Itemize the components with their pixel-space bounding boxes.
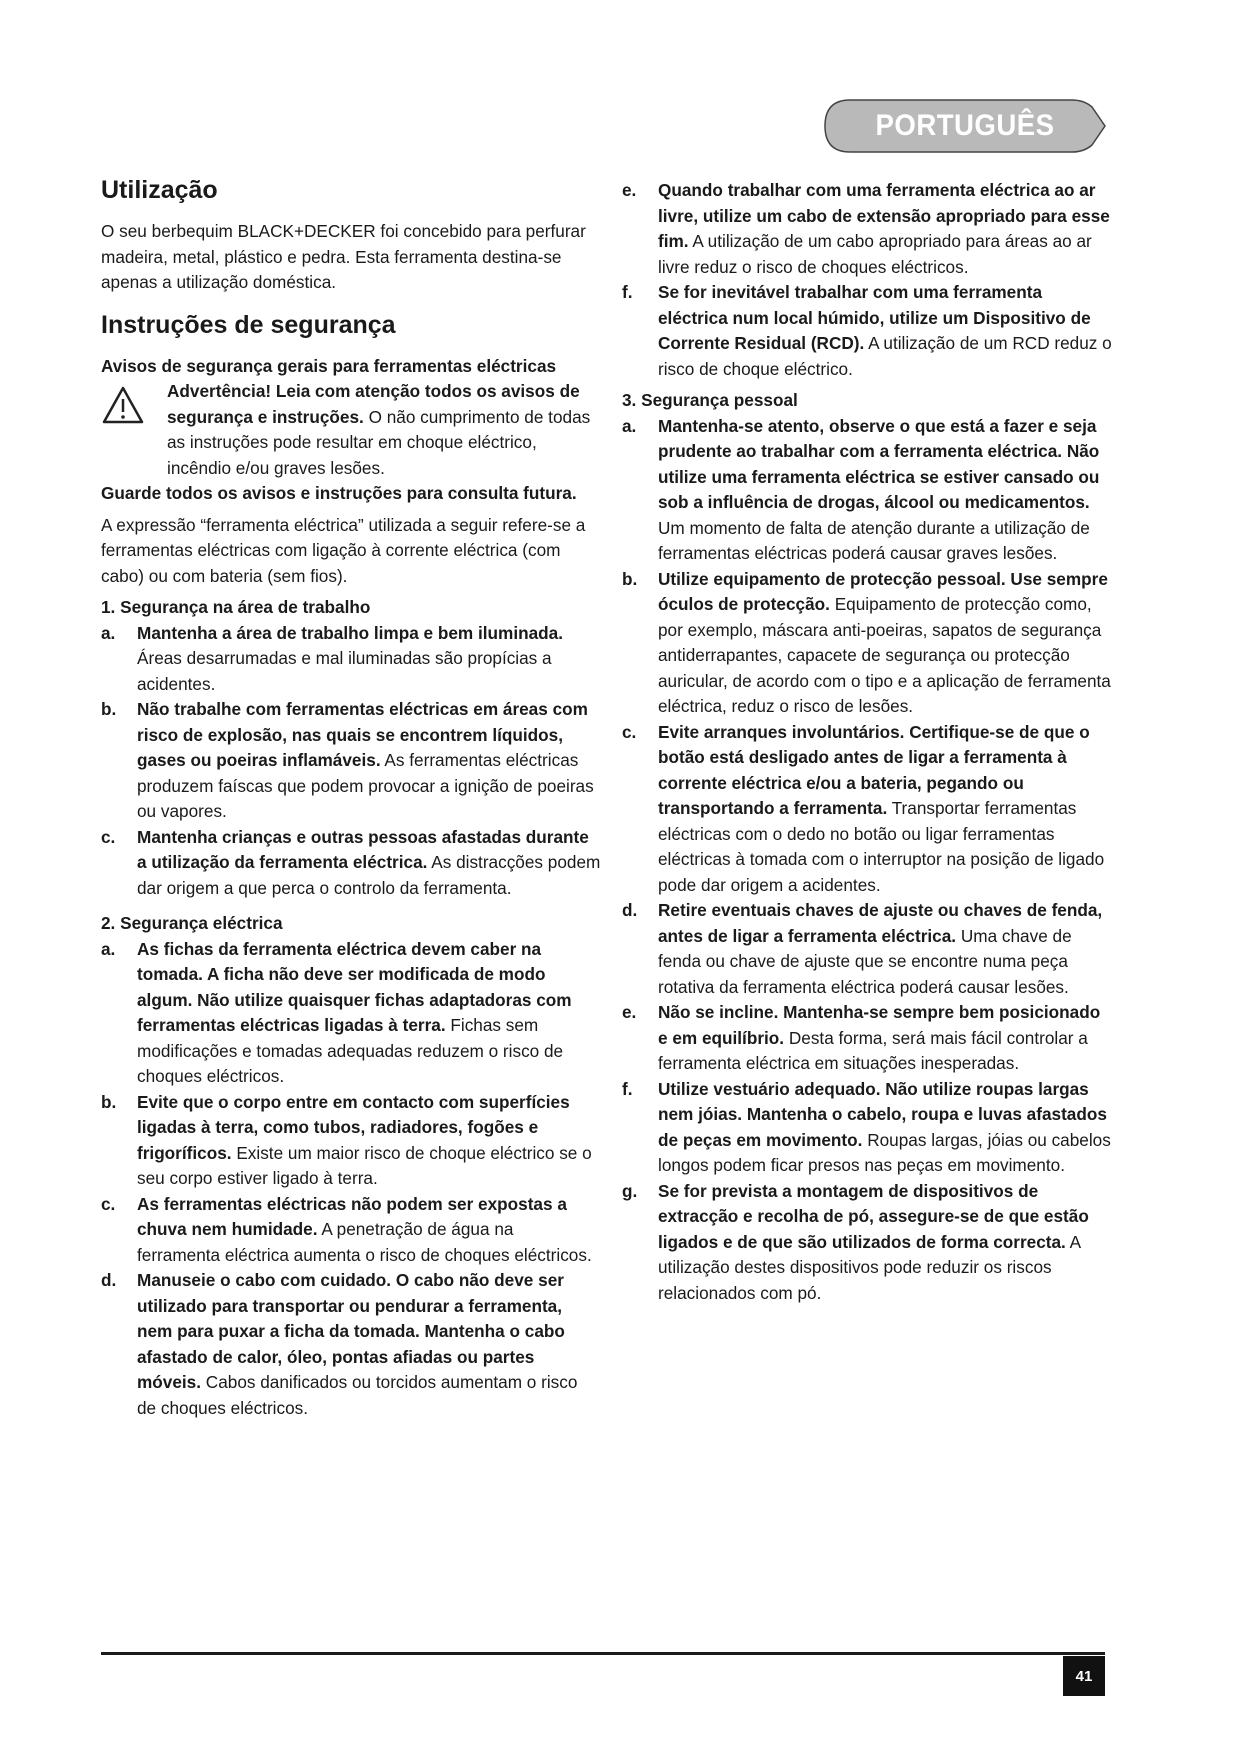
list-item: a. Mantenha a área de trabalho limpa e bem iluminada. Áreas desarrumadas e mal iluminadas são propícias a acidentes.: [101, 622, 563, 694]
list-item: g. Se for prevista a montagem de dispositivos de extracção e recolha de pó, assegure-se de que estão ligados e de que são utilizados de forma correcta. A utilização destes dispositivos pode reduzir os riscos relacionados com pó.: [622, 1180, 1089, 1303]
list-item: f. Se for inevitável trabalhar com uma ferramenta eléctrica num local húmido, utilize um Dispositivo de Corrente Residual (RCD). A utilização de um RCD reduz o risco de choque eléctrico.: [622, 282, 1112, 379]
keep-instructions-heading: Guarde todos os avisos e instruções para consulta futura.: [101, 483, 577, 503]
safety-title: Instruções de segurança: [101, 310, 396, 339]
work-area-heading: 1. Segurança na área de trabalho: [101, 597, 371, 617]
page-number: 41: [1063, 1656, 1105, 1696]
general-warnings-heading: Avisos de segurança gerais para ferramentas eléctricas: [101, 355, 557, 376]
list-item: d. Retire eventuais chaves de ajuste ou chaves de fenda, antes de ligar a ferramenta eléctrica. Uma chave de fenda ou chave de ajuste que se encontre numa peça rotativa da ferramenta eléctrica poderá causar lesões.: [622, 900, 1103, 997]
warning-text: O não cumprimento de todas as instruções pode resultar em choque eléctrico, incêndio e/ou graves lesões.: [167, 406, 591, 478]
right-column: [622, 178, 1112, 1306]
usage-title: Utilização: [101, 176, 218, 204]
left-column: [101, 175, 601, 1421]
list-item: c. Evite arranques involuntários. Certifique-se de que o botão está desligado antes de ligar a ferramenta à corrente eléctrica e/ou a bateria, pegando ou transportando a ferramenta. Transportar ferramentas eléctricas com o dedo no botão ou ligar ferramentas eléctricas à tomada com o interruptor na posição de ligado pode dar origem a acidentes.: [622, 721, 1105, 895]
list-item: c. As ferramentas eléctricas não podem ser expostas a chuva nem humidade. A penetração de água na ferramenta eléctrica aumenta o risco de choques eléctricos.: [101, 1193, 592, 1265]
language-label: PORTUGUÊS: [875, 109, 1055, 142]
list-item: e. Quando trabalhar com uma ferramenta eléctrica ao ar livre, utilize um cabo de extensão apropriado para esse fim. A utilização de um cabo apropriado para áreas ao ar livre reduz o risco de choques eléctricos.: [622, 180, 1110, 277]
list-item: b. Não trabalhe com ferramentas eléctricas em áreas com risco de explosão, nas quais se encontrem líquidos, gases ou poeiras inflamáveis. As ferramentas eléctricas produzem faíscas que podem provocar a ignição de poeiras ou vapores.: [101, 699, 594, 821]
list-item: d. Manuseie o cabo com cuidado. O cabo não deve ser utilizado para transportar ou pendurar a ferramenta, nem para puxar a ficha da tomada. Mantenha o cabo afastado de calor, óleo, pontas afiadas ou partes móveis. Cabos danificados ou torcidos aumentam o risco de choques eléctricos.: [101, 1270, 578, 1418]
usage-text: O seu berbequim BLACK+DECKER foi concebido para perfurar madeira, metal, plástico e pedra. Esta ferramenta destina-se apenas a utilização doméstica.: [101, 221, 586, 292]
list-item: e. Não se incline. Mantenha-se sempre bem posicionado e em equilíbrio. Desta forma, será mais fácil controlar a ferramenta eléctrica em situações inesperadas.: [622, 1002, 1101, 1073]
list-item: a. As fichas da ferramenta eléctrica devem caber na tomada. A ficha não deve ser modificada de modo algum. Não utilize quaisquer fichas adaptadoras com ferramentas eléctricas ligadas à terra. Fichas sem modificações e tomadas adequadas reduzem o risco de choques eléctricos.: [101, 938, 572, 1086]
list-item: f. Utilize vestuário adequado. Não utilize roupas largas nem jóias. Mantenha o cabelo, roupa e luvas afastados de peças em movimento. Roupas largas, jóias ou cabelos longos podem ficar presos nas peças em movimento.: [622, 1078, 1111, 1175]
warning-triangle-icon: [101, 385, 145, 425]
electrical-safety-heading: 2. Segurança eléctrica: [101, 913, 283, 933]
list-item: b. Utilize equipamento de protecção pessoal. Use sempre óculos de protecção. Equipamento de protecção como, por exemplo, máscara anti-poeiras, sapatos de segurança antiderrapantes, capacete de segurança ou protecção auricular, de acordo com o tipo e a aplicação de ferramenta eléctrica, reduz o risco de lesões.: [622, 568, 1111, 716]
list-item: a. Mantenha-se atento, observe o que está a fazer e seja prudente ao trabalhar com a ferramenta eléctrica. Não utilize uma ferramenta eléctrica se estiver cansado ou sob a influência de drogas, álcool ou medicamentos. Um momento de falta de atenção durante a utilização de ferramentas eléctricas poderá causar graves lesões.: [622, 415, 1100, 563]
personal-safety-heading: 3. Segurança pessoal: [622, 390, 798, 410]
footer-rule: [101, 1652, 1105, 1655]
expression-text: A expressão “ferramenta eléctrica” utilizada a seguir refere-se a ferramentas eléctricas com ligação à corrente eléctrica (com cabo) ou com bateria (sem fios).: [101, 514, 586, 586]
warning-bold: Advertência! Leia com atenção todos os avisos de segurança e instruções.: [167, 381, 580, 427]
language-tab: [822, 97, 1108, 155]
list-item: b. Evite que o corpo entre em contacto com superfícies ligadas à terra, como tubos, radiadores, fogões e frigoríficos. Existe um maior risco de choque eléctrico se o seu corpo estiver ligado à terra.: [101, 1091, 592, 1188]
warning-block: [101, 379, 601, 481]
list-item: c. Mantenha crianças e outras pessoas afastadas durante a utilização da ferramenta eléctrica. As distracções podem dar origem a que perca o controlo da ferramenta.: [101, 826, 601, 898]
